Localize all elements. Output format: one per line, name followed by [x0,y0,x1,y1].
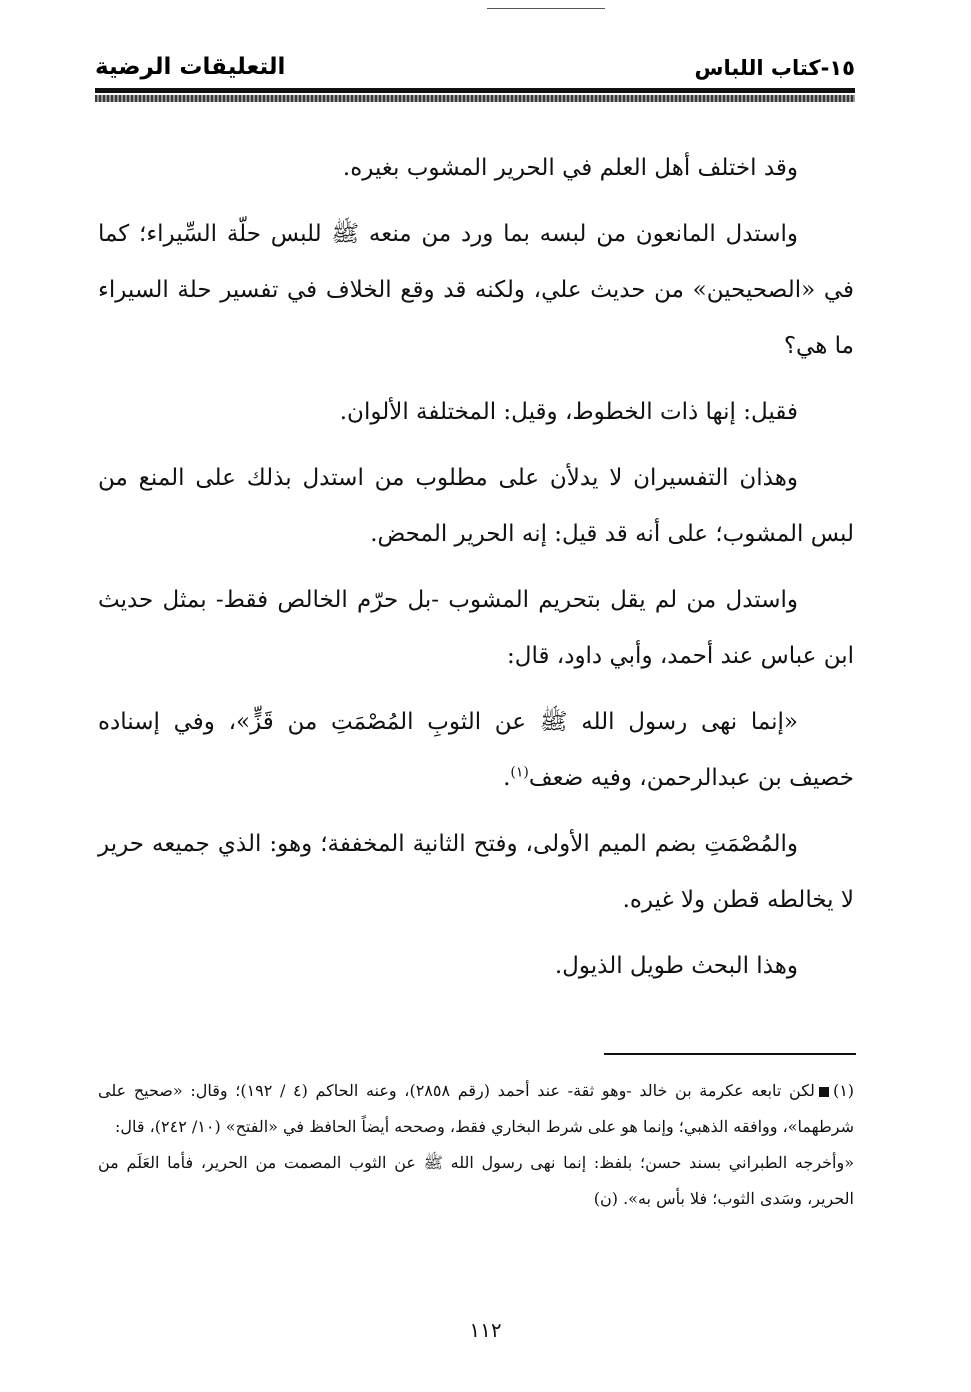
footnote-1-quote: «وأخرجه الطبراني بسند حسن؛ بلفظ: إنما نهى رسول الله ﷺ عن الثوب المصمت من الحرير، فأما العَلَم من الحرير، وسَدى الثوب؛ فلا بأس به». (ن) [98,1153,855,1208]
running-head [95,52,855,92]
top-rule [487,8,605,9]
header-rule [95,88,855,93]
footnote-reference[interactable]: (١) [510,764,529,781]
footnotes [98,1073,854,1217]
sentence-end: . [503,765,511,791]
book-title: التعليقات الرضية [95,54,286,80]
chapter-title: ١٥-كتاب اللباس [694,56,855,80]
page-number: ١١٢ [469,1318,502,1342]
body-text [98,140,854,994]
header-ornament-band [95,95,855,102]
paragraph: فقيل: إنها ذات الخطوط، وقيل: المختلفة الألوان. [339,399,798,425]
footnote-text: لكن تابعه عكرمة بن خالد -وهو ثقة- عند أحمد (رقم ٢٨٥٨)، وعنه الحاكم (٤ / ١٩٢)؛ وقال: «صحيح على شرطهما»، ووافقه الذهبي؛ وإنما هو على شرط البخاري فقط، وصححه أيضاً الحافظ في «الفتح» (١٠/ ٢٤٢)، قال: [98,1081,854,1136]
paragraph-text: «إنما نهى رسول الله ﷺ عن الثوبِ المُصْمَتِ من قَزٍّ»، وفي إسناده خصيف بن عبدالرحمن، وفيه ضعف [98,709,854,791]
paragraph: واستدل المانعون من لبسه بما ورد من منعه ﷺ للبس حلّة السِّيراء؛ كما في «الصحيحين» من حديث علي، ولكنه قد وقع الخلاف في تفسير حلة السيراء ما هي؟ [98,221,854,359]
paragraph: واستدل من لم يقل بتحريم المشوب -بل حرّم الخالص فقط- بمثل حديث ابن عباس عند أحمد، وأبي داود، قال: [98,587,854,669]
paragraph: وقد اختلف أهل العلم في الحرير المشوب بغيره. [342,155,798,181]
paragraph-with-footnote [98,694,854,806]
footnote-1 [98,1073,854,1145]
paragraph: والمُصْمَتِ بضم الميم الأولى، وفتح الثانية المخففة؛ وهو: الذي جميعه حرير لا يخالطه قطن ولا غيره. [98,831,854,913]
square-marker-icon [819,1087,829,1097]
paragraph: وهذا البحث طويل الذيول. [554,953,798,979]
paragraph: وهذان التفسيران لا يدلأن على مطلوب من استدل بذلك على المنع من لبس المشوب؛ على أنه قد قيل: إنه الحرير المحض. [98,465,854,547]
footnote-separator [604,1053,856,1055]
footnote-number: (١) [832,1081,855,1100]
